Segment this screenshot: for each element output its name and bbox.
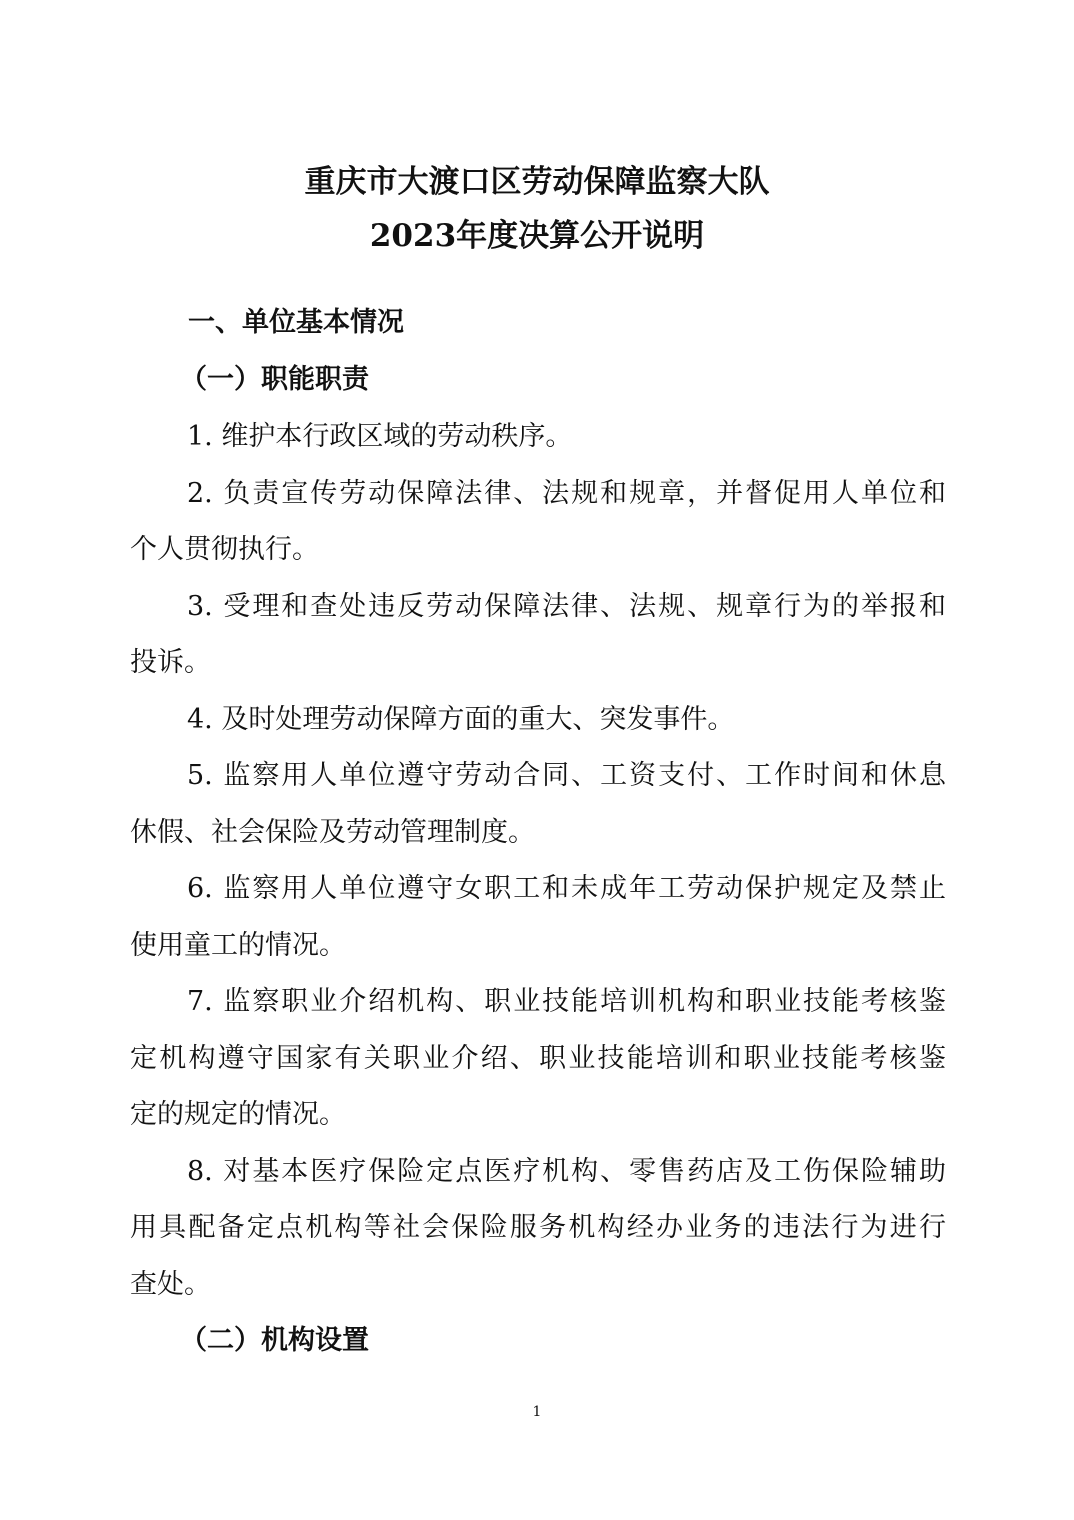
paragraph-line: 休假、社会保险及劳动管理制度。 — [130, 816, 535, 848]
subsection-heading: （二）机构设置 — [180, 1325, 369, 1356]
duty-paragraph — [130, 753, 946, 866]
duties-list — [130, 414, 946, 1318]
paragraph-line: 5. 监察用人单位遵守劳动合同、工资支付、工作时间和休息 — [187, 760, 946, 791]
paragraph-line: 投诉。 — [130, 647, 211, 678]
duty-paragraph — [130, 471, 946, 584]
paragraph-line: 定机构遵守国家有关职业介绍、职业技能培训和职业技能考核鉴 — [130, 1042, 946, 1074]
duty-paragraph — [130, 697, 946, 754]
paragraph-line: 4. 及时处理劳动保障方面的重大、突发事件。 — [187, 703, 735, 735]
duty-paragraph — [130, 1149, 946, 1319]
subsection-heading: （一）职能职责 — [180, 364, 369, 395]
document-body — [130, 300, 946, 1375]
paragraph-line: 定的规定的情况。 — [130, 1099, 346, 1130]
paragraph-line: 2. 负责宣传劳动保障法律、法规和规章，并督促用人单位和 — [187, 477, 946, 509]
section-heading: 一、单位基本情况 — [188, 307, 404, 338]
document-title-line1: 重庆市大渡口区劳动保障监察大队 — [304, 164, 770, 200]
duty-paragraph — [130, 866, 946, 979]
paragraph-line: 3. 受理和查处违反劳动保障法律、法规、规章行为的举报和 — [187, 590, 946, 622]
paragraph-line: 8. 对基本医疗保险定点医疗机构、零售药店及工伤保险辅助 — [187, 1155, 946, 1187]
paragraph-line: 7. 监察职业介绍机构、职业技能培训机构和职业技能考核鉴 — [187, 986, 946, 1017]
paragraph-line: 6. 监察用人单位遵守女职工和未成年工劳动保护规定及禁止 — [187, 873, 946, 904]
duty-paragraph — [130, 414, 946, 471]
page-number: 1 — [532, 1404, 542, 1420]
paragraph-line: 用具配备定点机构等社会保险服务机构经办业务的违法行为进行 — [130, 1212, 946, 1243]
paragraph-line: 1. 维护本行政区域的劳动秩序。 — [187, 421, 573, 452]
duty-paragraph — [130, 584, 946, 697]
paragraph-line: 查处。 — [130, 1268, 211, 1300]
duty-paragraph — [130, 979, 946, 1149]
paragraph-line: 使用童工的情况。 — [130, 929, 346, 961]
document-title-line2: 2023年度决算公开说明 — [369, 218, 705, 254]
paragraph-line: 个人贯彻执行。 — [130, 534, 319, 565]
